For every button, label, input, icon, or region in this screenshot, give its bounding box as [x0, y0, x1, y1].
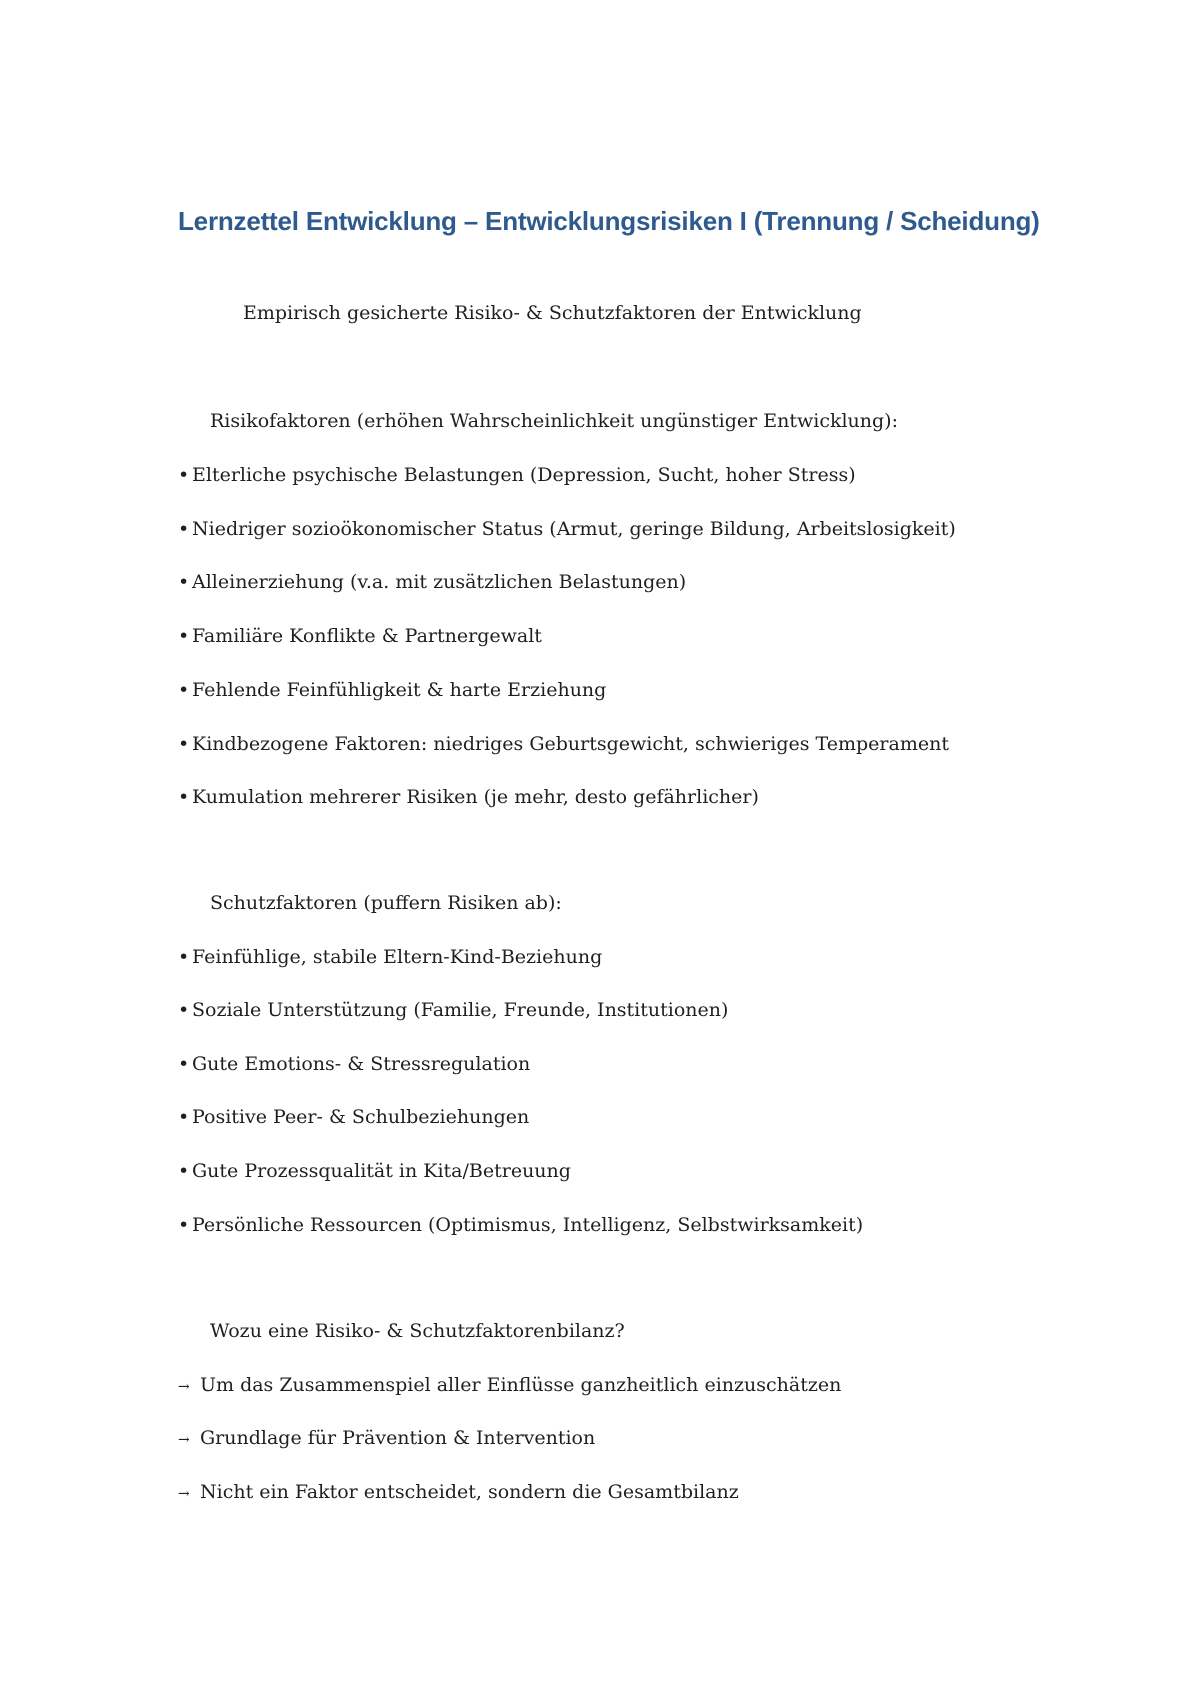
protective-item-text: Feinfühlige, stabile Eltern-Kind-Beziehung: [192, 946, 603, 968]
bullet-icon: •: [178, 679, 190, 701]
balance-item-text: Nicht ein Faktor entscheidet, sondern die Gesamtbilanz: [200, 1481, 739, 1503]
risk-item: [178, 733, 949, 755]
risk-item: [178, 518, 956, 540]
risk-item-text: Familiäre Konflikte & Partnergewalt: [192, 625, 542, 647]
risk-item-text: Kumulation mehrerer Risiken (je mehr, desto gefährlicher): [192, 786, 759, 808]
balance-heading: Wozu eine Risiko- & Schutzfaktorenbilanz?: [210, 1320, 625, 1342]
risk-item: [178, 786, 759, 808]
risk-item-text: Elterliche psychische Belastungen (Depression, Sucht, hoher Stress): [192, 464, 856, 486]
risk-item: [178, 625, 542, 647]
risk-item-text: Niedriger sozioökonomischer Status (Armut, geringe Bildung, Arbeitslosigkeit): [192, 518, 956, 540]
risk-item: [178, 679, 606, 701]
protective-item: [178, 1214, 863, 1236]
arrow-right-icon: →: [178, 1486, 190, 1502]
balance-item: [178, 1374, 841, 1396]
bullet-icon: •: [178, 625, 190, 647]
bullet-icon: •: [178, 571, 190, 593]
protective-item: [178, 946, 602, 968]
bullet-icon: •: [178, 999, 190, 1021]
risk-item: [178, 464, 856, 486]
risk-item-text: Alleinerziehung (v.a. mit zusätzlichen Belastungen): [192, 571, 687, 593]
protective-item: [178, 1160, 571, 1182]
document-subtitle: Empirisch gesicherte Risiko- & Schutzfaktoren der Entwicklung: [243, 302, 862, 324]
risk-item-text: Kindbezogene Faktoren: niedriges Geburtsgewicht, schwieriges Temperament: [192, 733, 949, 755]
bullet-icon: •: [178, 733, 190, 755]
risk-item: [178, 571, 686, 593]
risk-factors-heading: Risikofaktoren (erhöhen Wahrscheinlichkeit ungünstiger Entwicklung):: [210, 410, 898, 432]
protective-item-text: Gute Emotions- & Stressregulation: [192, 1053, 531, 1075]
document-title: Lernzettel Entwicklung – Entwicklungsrisiken I (Trennung / Scheidung): [178, 206, 1040, 236]
arrow-right-icon: →: [178, 1432, 190, 1448]
bullet-icon: •: [178, 464, 190, 486]
protective-item: [178, 1106, 529, 1128]
protective-factors-heading: Schutzfaktoren (puffern Risiken ab):: [210, 892, 562, 914]
bullet-icon: •: [178, 1106, 190, 1128]
protective-item-text: Positive Peer- & Schulbeziehungen: [192, 1106, 530, 1128]
balance-item-text: Grundlage für Prävention & Intervention: [200, 1427, 596, 1449]
bullet-icon: •: [178, 1214, 190, 1236]
balance-item: [178, 1481, 739, 1503]
bullet-icon: •: [178, 1053, 190, 1075]
protective-item: [178, 999, 728, 1021]
arrow-right-icon: →: [178, 1379, 190, 1395]
protective-item-text: Gute Prozessqualität in Kita/Betreuung: [192, 1160, 571, 1182]
balance-item: [178, 1427, 595, 1449]
balance-item-text: Um das Zusammenspiel aller Einflüsse ganzheitlich einzuschätzen: [200, 1374, 842, 1396]
protective-item: [178, 1053, 530, 1075]
protective-item-text: Persönliche Ressourcen (Optimismus, Intelligenz, Selbstwirksamkeit): [192, 1214, 864, 1236]
protective-item-text: Soziale Unterstützung (Familie, Freunde, Institutionen): [192, 999, 729, 1021]
bullet-icon: •: [178, 1160, 190, 1182]
risk-item-text: Fehlende Feinfühligkeit & harte Erziehung: [192, 679, 607, 701]
bullet-icon: •: [178, 786, 190, 808]
bullet-icon: •: [178, 946, 190, 968]
bullet-icon: •: [178, 518, 190, 540]
